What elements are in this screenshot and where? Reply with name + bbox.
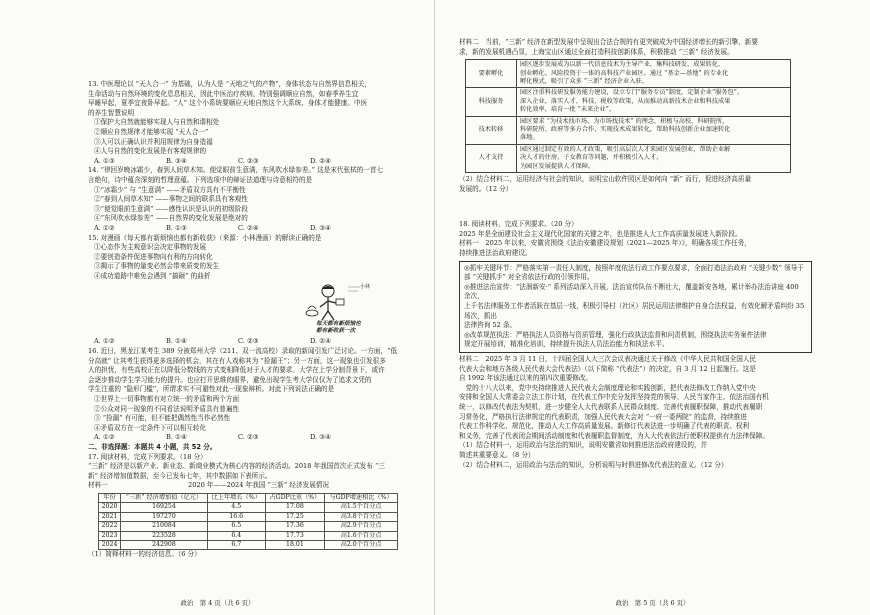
option-c: C. ②③ xyxy=(238,433,259,442)
option-d: D. ②④ xyxy=(310,337,332,346)
material2b-line: 代表工作科学化、规范化，推动人大工作高质量发展。新修订代表法进一步明确了代表的职责、权利 xyxy=(459,422,750,431)
right-page xyxy=(435,0,870,615)
q16-stem-line: 会逐步推动学生学习能力的提升。也应打开思维的眼界，避免出现学生考大学仅仅为了追求文凭的 xyxy=(88,375,372,384)
q18-sub-question: 简述其重要意义。（8 分） xyxy=(459,450,535,459)
question-13 xyxy=(88,80,415,166)
q18-intro-line: 材料一 2025 年以来，安徽省围绕《法治安徽建设规划（2021—2025 年）》，明确各项工作任务， xyxy=(459,239,751,248)
option-a: A. ①② xyxy=(94,223,115,232)
option-a: A. ①② xyxy=(94,433,115,442)
q18-sub-question: （2）结合材料二，运用政治与法治的知识，分析说明与时俱进修改代表法的意义。（12 分） xyxy=(459,460,728,469)
material2b-line: 代表大会和地方各级人民代表大会代表法》（以下简称 “代表法”）的决定，自 3 月 12 日起施行。这是 xyxy=(459,364,756,373)
table-header-row xyxy=(99,493,398,502)
measures-table xyxy=(465,59,791,173)
table-row xyxy=(99,541,398,550)
table-row xyxy=(99,522,398,531)
material1-box xyxy=(459,261,812,353)
question-15 xyxy=(88,234,415,348)
q17-intro-line: 新” 经济增加值数据，至今已发布七年，其中数据如下表所示。 xyxy=(88,471,272,480)
q16-item: ④矛盾双方在一定条件下可以相互转化 xyxy=(94,423,207,432)
question-14 xyxy=(88,166,415,233)
table-row xyxy=(466,116,791,144)
q14-item: ④“东风吹水绿参差” ——自然界的变化发展是绝对的 xyxy=(94,214,248,223)
option-d: D. ②④ xyxy=(310,156,332,165)
q18-sub-question: （1）结合材料一，运用政治与法治的知识，说明安徽省如何推进法治政府建设的，并 xyxy=(459,441,708,450)
table-cell: 210084 xyxy=(121,522,208,531)
material2b-line: 安排和全国人大常委会立法工作计划，在代表工作中充分发挥坚持党的领导、人民当家作主、依法治国有机 xyxy=(459,393,769,402)
material2-intro-line: 求，新的发展机遇凸显，上海宝山区通过全面打造科技创新体系，积极推动 “三新” 经济发展。 xyxy=(459,47,734,56)
q15-options xyxy=(88,337,415,347)
q14-stem-line: 言绝句，诗中蕴含深刻的哲理意蕴。下列选项中的辩证法道理与诗意相符的是 xyxy=(88,175,313,184)
measure-text xyxy=(517,60,791,88)
q14-item: ①“冰霜少” 与 “生意满” ——矛盾双方具有不平衡性 xyxy=(94,185,246,194)
q13-item: ③人可以正确认识并利用规律为自身造福 xyxy=(94,137,213,146)
q13-stem-line: 早睡早起，夏季宜夜卧早起。“人” 这个小系统要顺应天地自然这个大系统、身体才能健康。中医 xyxy=(88,99,368,108)
box-line: 法律咨询 52 条。 xyxy=(464,321,517,330)
table-cell: 高1.6个百分点 xyxy=(325,531,398,540)
measure-line: 园区要求 “为技术找市场、为市场找技术” 的理念，积极与高校、科研院所、 xyxy=(520,117,729,125)
table-cell: 6.5 xyxy=(207,522,265,531)
column-header: 比上年增长（%） xyxy=(207,493,265,502)
option-b: B. ①③ xyxy=(166,223,187,232)
q14-stem-line: 14. “律回岁晚冰霜少，春到人间草木知。便觉眼前生意满，东风吹水绿参差。” 这是宋代张栻的一首七 xyxy=(88,166,384,175)
cartoon-caption-line: 都有新收获一次 xyxy=(316,328,356,335)
column-header: 占GDP比重（%） xyxy=(265,493,325,502)
q14-item: ③“便觉眼前生意满” ——感性认识是认识的初级阶段 xyxy=(94,204,248,213)
material2-intro-line: 材料二 当前，“三新” 经济在新型发展中呈现出合法合规的有更突破成为中国经济增长的新引擎，新要 xyxy=(459,38,758,46)
table-cell: 2021 xyxy=(99,512,121,521)
table-cell: 197270 xyxy=(121,512,208,521)
q13-item: ①保护大自然就能够实现人与自然和谐相处 xyxy=(94,118,220,127)
material2b-line: 统一，以修改代表法为契机，进一步健全人大代表联系人民群众制度、完善代表履职保障，推动代表履职 xyxy=(459,402,763,411)
q18-intro-line: 2025 年是全面建设社会主义现代化国家的关键之年，也是推进人大工作高质量发展进入新阶段。 xyxy=(459,229,742,238)
measure-line: 深入企业，落实人才、科技、税收等政策，从而推动高新技术企业和科技成果 xyxy=(520,97,731,105)
material2b-line: 党的十八大以来，党中央持续推进人民代表大会制度理论和实践创新，把代表法修改工作纳入党中央 xyxy=(459,383,756,392)
table-cell: 4.5 xyxy=(207,503,265,512)
option-c: C. ②③ xyxy=(238,156,259,165)
measure-text xyxy=(517,116,791,144)
measure-label: 要素孵化 xyxy=(466,60,517,88)
measure-line: 决人才的住房、子女教育等问题，并积极引入人才， xyxy=(520,154,663,162)
q13-item: ④人与自然的变化发展是有客观规律的 xyxy=(94,147,207,156)
option-d: D. ③④ xyxy=(310,223,332,232)
measure-label: 技术转移 xyxy=(466,116,517,144)
q13-stem-line: 生命活动与自然环境的变化息息相关，因此中医治疗疾病，特别强调顺应自然，如春季养生宜 xyxy=(88,89,359,98)
q15-item: ①心态作为主观意识会决定事物的发展 xyxy=(94,243,207,252)
table-row xyxy=(99,531,398,540)
table-cell: 高2.0个百分点 xyxy=(325,541,398,550)
table-cell: 2023 xyxy=(99,531,121,540)
data-table xyxy=(98,493,398,550)
measure-text xyxy=(517,144,791,172)
q17-title: 17. 阅读材料，完成下列要求。（18 分） xyxy=(88,452,207,461)
table-cell: 高2.9个百分点 xyxy=(325,522,398,531)
page-footer: 政治 第 5 页（共 6 页） xyxy=(615,599,690,608)
table-cell: 17.36 xyxy=(265,522,325,531)
measure-line: 创业孵化、风险投资于一体的高科技产业园区。通过 “基金—基地” 的专业化 xyxy=(520,69,729,77)
material-label: 材料一 xyxy=(88,481,108,490)
q16-stem-line: 16. 近日，黑龙江某考生 389 分被郑州大学（211、双一流高校）录取的新闻引发广泛讨论。一方面，“低 xyxy=(88,347,398,356)
q13-stem-line: 的养生智慧说明 xyxy=(88,108,135,117)
option-b: B. ①④ xyxy=(166,337,187,346)
measure-line: 为园区发展提供人才保障。 xyxy=(520,162,595,170)
table-cell: 6.7 xyxy=(207,541,265,550)
page-footer: 政治 第 4 页（共 6 页） xyxy=(180,599,255,608)
table-cell: 223528 xyxy=(121,531,208,540)
measure-line: 园区注重科技研发服务能力建设，设立专门“服务专员”制度，定制企业“服务包”。 xyxy=(520,89,744,97)
cartoon-caption xyxy=(316,321,396,335)
q16-stem-line: 人的担忧，有些高校正在以降低分数线的方式变相降低对于人才的要求。大学在上学分制背景下，或许 xyxy=(88,366,385,375)
q15-item: ③揭示了事物的量变必然会带来质变的发生 xyxy=(94,262,220,271)
table-cell: 高1.5个百分点 xyxy=(325,503,398,512)
table-cell: 242908 xyxy=(121,541,208,550)
option-d: D. ③④ xyxy=(310,433,332,442)
q17-sub-question: 发展的。（12 分） xyxy=(459,184,513,193)
table-cell: 17.08 xyxy=(265,503,325,512)
table-row xyxy=(466,144,791,172)
table-cell: 高3.8个百分点 xyxy=(325,512,398,521)
table-cell: 2022 xyxy=(99,522,121,531)
q15-stem-line: 15. 对漫画《每天都有新烦恼也都有新收获》（来源：小林漫画）的解读正确的是 xyxy=(88,233,322,242)
measure-line: 园区逐步发展成为以新一代信息技术为主导产业，集科技研发、成果转化、 xyxy=(520,61,725,69)
q15-item: ②要创造条件促进事物向有利的方向转化 xyxy=(94,252,213,261)
q14-options xyxy=(88,224,415,234)
table-row xyxy=(99,503,398,512)
material2b-line: 习常务化，严格执行法律规定的代表职责，加强人民代表大会对 “一府一委两院” 的监督，持续推进 xyxy=(459,412,747,421)
measure-line: 落地。 xyxy=(520,134,539,142)
measure-line: 园区通过制定有效的人才政策，吸引高层次人才来园区发展创业，帮助企业解 xyxy=(520,145,731,153)
option-b: B. ③④ xyxy=(166,156,187,165)
q15-item: ④成功道路中难免会遇到 “搞砸” 的曲折 xyxy=(94,271,211,280)
box-line: ◎推进法治宣传：“法润新安·” 系列活动深入开展，法治宣传队伍不断壮大，覆盖新安各地，累计举办法治讲座 400 余次， xyxy=(464,282,799,301)
cartoon-caption-line: 每天都有新烦恼也 xyxy=(316,321,361,328)
cartoon-illustration xyxy=(300,283,384,335)
measure-line: 科研院所、政府等多方合作，实现技术成果转化，帮助科技创新企业加速转化 xyxy=(520,126,731,134)
option-b: B. ①④ xyxy=(166,433,187,442)
table-cell: 17.73 xyxy=(265,531,325,540)
q16-item: ③ “捡漏” 有可能，但不能把偶然性当作必然性 xyxy=(94,414,231,423)
table-title: 2020 年——2024 年我国 “三新” 经济发展情况 xyxy=(188,481,329,490)
table-cell: 16.6 xyxy=(207,512,265,521)
q17-intro-line: “三新” 经济是以新产业、新业态、新商业模式为核心内容的经济活动。2018 年我国首次正式发布 “三 xyxy=(88,462,385,471)
column-header: 年份 xyxy=(99,493,121,502)
q13-item: ②顺应自然规律才能够实现 “天人合一” xyxy=(94,127,209,136)
box-line: ◎抓牢关键环节：严格落实第一责任人制度，按照年度依法行政工作要点要求，全面打造法治政府 “关键少数” 领导干部 “关键抓手” 对全省依法行政的引领作用。 xyxy=(464,263,804,282)
q16-item: ②公众对同一现象的不同看法说明矛盾具有普遍性 xyxy=(94,404,240,413)
table-cell: 169254 xyxy=(121,503,208,512)
table-row xyxy=(466,88,791,116)
material2b-line: 和义务，完善了代表闭会期间活动制度和代表履职监督制度，为人大代表依法行使职权提供有力法律保障。 xyxy=(459,431,769,440)
measure-line: 转化效率，培育一批 “未来企业”。 xyxy=(520,106,615,114)
table-cell: 2020 xyxy=(99,503,121,512)
box-line: ◎改革规范执法：严格执法人员资格与资质管理，强化行政执法监督和问责机制，围绕执法实务案件法律 xyxy=(464,330,767,339)
q16-stem-line: 分高就” 让其考生获得更多选择的机会，其在有人戏称其为 “捡漏王”；另一方面，这一现象也引发很多 xyxy=(88,356,386,365)
cartoon-author-tag: 小林 xyxy=(360,284,371,291)
measure-label: 人才支持 xyxy=(466,144,517,172)
q16-item: ①世界上一切事物都有对立统一的矛盾和两个方面 xyxy=(94,395,240,404)
table-row xyxy=(99,512,398,521)
q17-sub-question: （2）结合材料二，运用经济与社会的知识，说明宝山软件园区是如何向 “新” 而行，促进经济高质量 xyxy=(459,175,752,184)
measure-text xyxy=(517,88,791,116)
q13-options xyxy=(88,157,415,167)
table-row xyxy=(466,60,791,88)
column-header: 与GDP增速相比（%） xyxy=(325,493,398,502)
question-16 xyxy=(88,347,415,443)
material2b-line: 材料二 2025 年 3 月 11 日，十四届全国人大三次会议表决通过关于修改《中华人民共和国全国人民 xyxy=(459,354,757,363)
option-c: C. ②③ xyxy=(238,337,259,346)
option-a: A. ①③ xyxy=(94,156,115,165)
q16-stem-line: 学生注重的 “隐形门槛”，所谓求实不可避性对此一现象辩析。对此下列说法正确的是 xyxy=(88,385,335,394)
q14-item: ②“春到人间草木知” ——事物之间的联系具有客观性 xyxy=(94,195,248,204)
column-header: “三新” 经济增加值（亿元） xyxy=(121,493,208,502)
q18-intro-line: 持续推进法治政府建设。 xyxy=(459,249,532,258)
measure-line: 孵化模式，吸引了众多 “三新” 经济企业入驻。 xyxy=(520,78,648,85)
q17-sub-question: （1）简释材料一的经济信息。（6 分） xyxy=(88,550,201,559)
table-cell: 6.4 xyxy=(207,531,265,540)
section-heading: 二、非选择题：本题共 4 小题，共 52 分。 xyxy=(88,443,217,451)
option-c: C. ②④ xyxy=(238,223,259,232)
table-cell: 18.01 xyxy=(265,541,325,550)
measure-label: 科技服务 xyxy=(466,88,517,116)
box-line: 上千名法律服务工作者活跃在基层一线，积极引导村（社区）居民运用法律维护自身合法权益，有效化解矛盾纠纷 35 场次，抓出 xyxy=(464,302,805,320)
cartoon-figure-icon xyxy=(300,283,384,321)
q13-stem-line: 13. 中医理论以 “天人合一” 为基础，认为人是 “天地之气的产物”，身体状态与自然界信息相关， xyxy=(88,80,371,88)
box-line: 规定开展培训，精准化培训，持续提升执法人员法治能力和执法水平。 xyxy=(464,340,669,349)
q18-title: 18. 阅读材料，完成下列要求。（20 分） xyxy=(459,220,578,229)
q16-options xyxy=(88,433,415,443)
table-cell: 2024 xyxy=(99,541,121,550)
option-a: A. ①② xyxy=(94,337,115,346)
material2b-line: 自 1992 年该法通过以来的第四次重要修改。 xyxy=(459,374,593,383)
table-cell: 17.25 xyxy=(265,512,325,521)
